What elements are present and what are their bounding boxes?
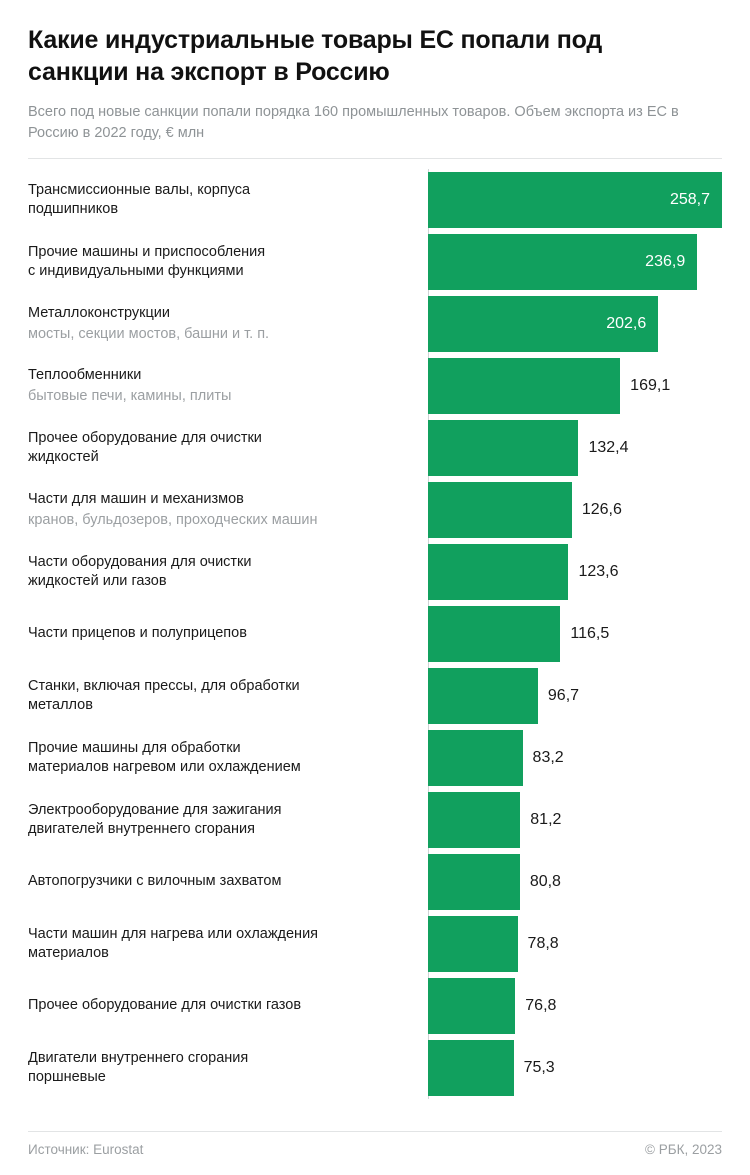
chart-row: [28, 293, 722, 355]
bar: [428, 668, 538, 724]
chart-row: [28, 479, 722, 541]
bar-label-line: Прочее оборудование для очистки: [28, 429, 262, 446]
bar-value: 202,6: [606, 315, 647, 333]
bar-value: 96,7: [547, 687, 580, 705]
chart-row: [28, 913, 722, 975]
bar-chart: [28, 169, 722, 1099]
bar-value: 83,2: [532, 749, 564, 767]
bar-label-line: жидкостей или газов: [28, 573, 167, 590]
bar-label-line: Автопогрузчики с вилочным захватом: [28, 873, 282, 890]
bar-track: [428, 479, 722, 541]
bar: [428, 482, 572, 538]
bar-label-line: Части оборудования для очистки: [28, 553, 252, 570]
bar-track: [428, 541, 722, 603]
footer-divider: [28, 1131, 722, 1132]
bar-value: 123,6: [578, 563, 619, 581]
bar-value: 81,2: [530, 811, 562, 829]
bar-label: [28, 665, 428, 727]
bar-track: [428, 665, 722, 727]
bar-value: 236,9: [645, 253, 686, 271]
bar-label: [28, 727, 428, 789]
bar-value: 78,8: [527, 935, 559, 953]
chart-row: [28, 975, 722, 1037]
bar-label: [28, 789, 428, 851]
bar: [428, 916, 518, 972]
bar: [428, 854, 520, 910]
chart-row: [28, 727, 722, 789]
bar-value: 132,4: [588, 439, 629, 457]
bar-label-line: Теплообменники: [28, 367, 142, 384]
bar-track: [428, 231, 722, 293]
bar-track: [428, 293, 722, 355]
bar-label-line: Части для машин и механизмов: [28, 491, 244, 508]
bar-label: [28, 417, 428, 479]
bar-label-line: с индивидуальными функциями: [28, 263, 244, 280]
source-label: Источник: Eurostat: [28, 1142, 144, 1157]
copyright-label: © РБК, 2023: [645, 1142, 722, 1157]
bar-track: [428, 727, 722, 789]
bar-label-line: металлов: [28, 697, 93, 714]
chart-row: [28, 417, 722, 479]
footer: [28, 1131, 722, 1157]
bar: [428, 358, 620, 414]
chart-row: [28, 541, 722, 603]
bar-label: [28, 851, 428, 913]
bar-label-line: Части машин для нагрева или охлаждения: [28, 925, 319, 942]
bar-value: 75,3: [523, 1059, 555, 1077]
bar-label: [28, 975, 428, 1037]
bar-value: 76,8: [525, 997, 557, 1015]
bar-track: [428, 913, 722, 975]
bar-value: 258,7: [669, 191, 710, 209]
bar-label: [28, 355, 428, 417]
bar: [428, 420, 578, 476]
bar: [428, 606, 560, 662]
chart-row: [28, 355, 722, 417]
page-title: Какие индустриальные товары ЕС попали под санкции на экспорт в Россию: [28, 26, 603, 86]
bar-label-line: Части прицепов и полуприцепов: [28, 625, 247, 642]
bar-label: [28, 541, 428, 603]
bar-value: 126,6: [581, 501, 622, 519]
chart-row: [28, 665, 722, 727]
bar-label-line: Прочие машины и приспособления: [28, 243, 266, 260]
bar-label-line: Двигатели внутреннего сгорания: [28, 1049, 249, 1066]
bar: [428, 544, 568, 600]
bar-label-line: жидкостей: [28, 449, 99, 466]
bar: [428, 1040, 514, 1096]
chart-row: [28, 169, 722, 231]
bar-track: [428, 355, 722, 417]
bar-label-line: поршневые: [28, 1069, 106, 1086]
bar-value: 169,1: [630, 377, 671, 395]
bar-label: [28, 169, 428, 231]
chart-row: [28, 789, 722, 851]
bar-track: [428, 851, 722, 913]
bar-label-line: двигателей внутреннего сгорания: [28, 821, 255, 838]
bar-label: [28, 293, 428, 355]
chart-row: [28, 231, 722, 293]
bar: [428, 978, 515, 1034]
bar-label: [28, 1037, 428, 1099]
bar-label-line: Прочие машины для обработки: [28, 739, 241, 756]
bar-label-line: Станки, включая прессы, для обработки: [28, 677, 300, 694]
bar-label: [28, 231, 428, 293]
bar-label: [28, 603, 428, 665]
bar: [428, 792, 520, 848]
bar-label-line: Прочее оборудование для очистки газов: [28, 997, 302, 1014]
bar-sublabel-line: бытовые печи, камины, плиты: [28, 387, 232, 404]
bar-track: [428, 417, 722, 479]
chart-row: [28, 1037, 722, 1099]
bar-label-line: материалов: [28, 945, 109, 962]
bar-label-line: Электрооборудование для зажигания: [28, 801, 282, 818]
bar-sublabel-line: мосты, секции мостов, башни и т. п.: [28, 325, 270, 342]
bar-sublabel-line: кранов, бульдозеров, проходческих машин: [28, 511, 318, 528]
chart-row: [28, 851, 722, 913]
bar-value: 80,8: [529, 873, 561, 891]
bar-label-line: подшипников: [28, 201, 119, 218]
bar-label-line: Металлоконструкции: [28, 305, 170, 322]
bar-label-line: материалов нагревом или охлаждением: [28, 759, 301, 776]
bar-track: [428, 975, 722, 1037]
bar-track: [428, 1037, 722, 1099]
bar-label: [28, 479, 428, 541]
bar-value: 116,5: [570, 625, 610, 643]
bar-track: [428, 789, 722, 851]
bar-track: [428, 169, 722, 231]
header-divider: [28, 158, 722, 159]
bar: [428, 296, 658, 352]
page-subtitle: Всего под новые санкции попали порядка 160 промышленных товаров. Объем экспорта из ЕС в Россию в 2022 году, € млн: [28, 104, 679, 142]
bar-label-line: Трансмиссионные валы, корпуса: [28, 181, 251, 198]
bar: [428, 172, 722, 228]
chart-row: [28, 603, 722, 665]
bar: [428, 730, 523, 786]
bar-label: [28, 913, 428, 975]
bar: [428, 234, 697, 290]
bar-track: [428, 603, 722, 665]
